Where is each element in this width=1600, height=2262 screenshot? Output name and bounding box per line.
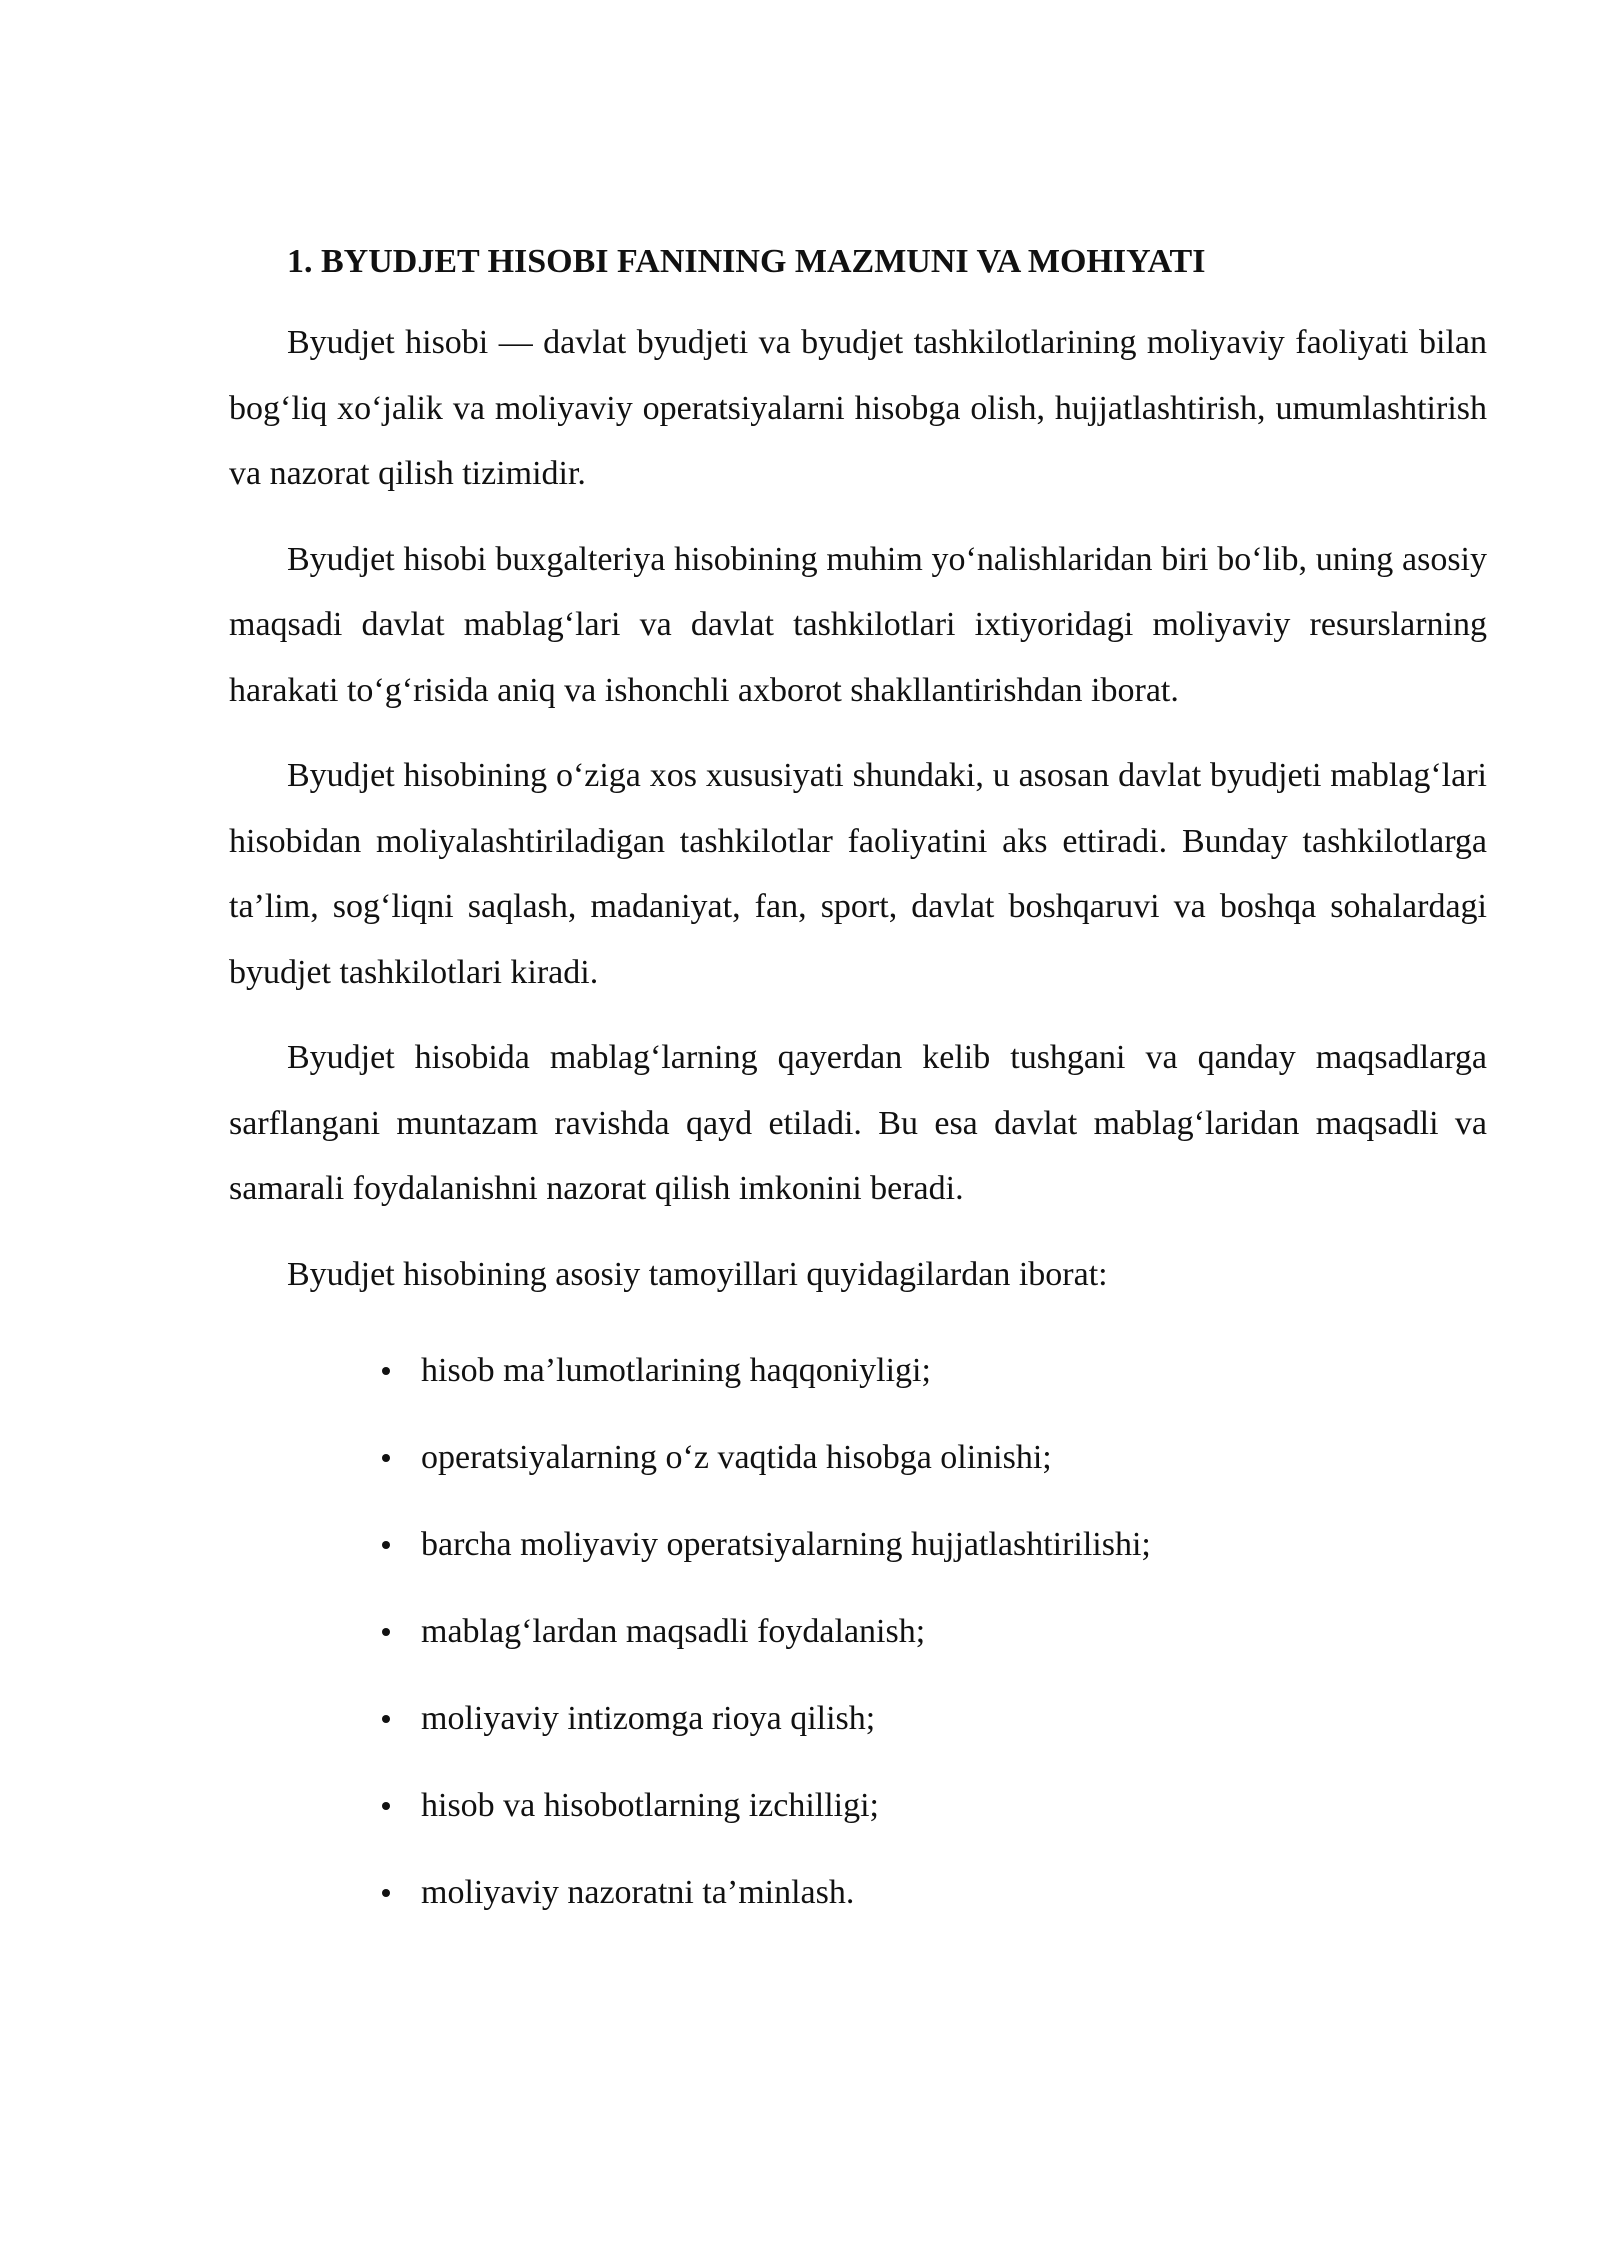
- bullet-icon: [382, 1889, 390, 1897]
- paragraph-features: Byudjet hisobining o‘ziga xos xususiyati shundaki, u asosan davlat byudjeti mablag‘lari hisobidan moliyalashtiriladigan tashkilotlar faoliyatini aks ettiradi. Bunday tashkilotlarga ta’lim, sog‘liqni saqlash, madaniyat, fan, sport, davlat boshqaruvi va boshqa sohalardagi byudjet tashkilotlari kiradi.: [229, 757, 1487, 991]
- list-item: [229, 1327, 1487, 1414]
- list-item-text: hisob ma’lumotlarining haqqoniyligi;: [421, 1352, 931, 1389]
- list-item: [229, 1414, 1487, 1501]
- list-item-text: moliyaviy intizomga rioya qilish;: [421, 1700, 876, 1737]
- bullet-icon: [382, 1541, 390, 1549]
- list-item-text: mablag‘lardan maqsadli foydalanish;: [421, 1613, 926, 1650]
- list-item: [229, 1849, 1487, 1936]
- bullet-icon: [382, 1454, 390, 1462]
- paragraph-principles-intro: Byudjet hisobining asosiy tamoyillari quyidagilardan iborat:: [287, 1255, 1108, 1293]
- list-item-text: moliyaviy nazoratni ta’minlash.: [421, 1874, 855, 1911]
- paragraph-definition: Byudjet hisobi — davlat byudjeti va byudjet tashkilotlarining moliyaviy faoliyati bilan bog‘liq xo‘jalik va moliyaviy operatsiyalarni hisobga olish, hujjatlashtirish, umumlashtirish va nazorat qilish tizimidir.: [229, 324, 1487, 492]
- bullet-icon: [382, 1715, 390, 1723]
- list-item: [229, 1762, 1487, 1849]
- paragraph-purpose: Byudjet hisobi buxgalteriya hisobining muhim yo‘nalishlaridan biri bo‘lib, uning asosiy maqsadi davlat mablag‘lari va davlat tashkilotlari ixtiyoridagi moliyaviy resurslarning harakati to‘g‘risida aniq va ishonchli axborot shakllantirishdan iborat.: [229, 540, 1487, 709]
- list-item: [229, 1675, 1487, 1762]
- bullet-icon: [382, 1628, 390, 1636]
- list-item-text: operatsiyalarning o‘z vaqtida hisobga olinishi;: [421, 1439, 1052, 1476]
- bullet-icon: [382, 1367, 390, 1375]
- page-content: [229, 236, 1487, 1936]
- principles-list: [229, 1327, 1487, 1936]
- list-item-text: hisob va hisobotlarning izchilligi;: [421, 1787, 880, 1824]
- bullet-icon: [382, 1802, 390, 1810]
- list-item-text: barcha moliyaviy operatsiyalarning hujjatlashtirilishi;: [421, 1526, 1151, 1563]
- section-heading: 1. BYUDJET HISOBI FANINING MAZMUNI VA MOHIYATI: [287, 243, 1206, 280]
- list-item: [229, 1588, 1487, 1675]
- list-item: [229, 1501, 1487, 1588]
- paragraph-control: Byudjet hisobida mablag‘larning qayerdan kelib tushgani va qanday maqsadlarga sarflangani muntazam ravishda qayd etiladi. Bu esa davlat mablag‘laridan maqsadli va samarali foydalanishni nazorat qilish imkonini beradi.: [229, 1039, 1487, 1207]
